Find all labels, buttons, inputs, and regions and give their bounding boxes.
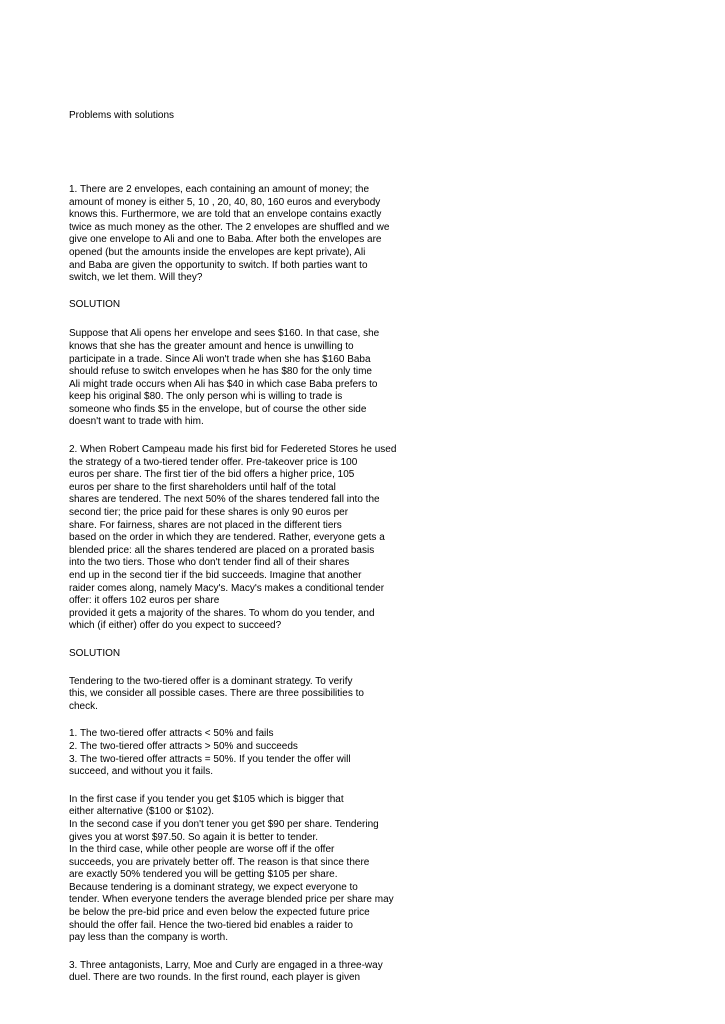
text-line: knows this. Furthermore, we are told that an envelope contains exactly bbox=[69, 209, 382, 221]
text-line: In the second case if you don't tener you get $90 per share. Tendering bbox=[69, 818, 379, 830]
text-line: euros per share. The first tier of the bid offers a higher price, 105 bbox=[69, 469, 355, 481]
paragraph bbox=[69, 728, 709, 778]
text-line: gives you at worst $97.50. So again it is better to tender. bbox=[69, 831, 319, 843]
text-line: 1. The two-tiered offer attracts < 50% and fails bbox=[69, 728, 274, 740]
text-line: In the first case if you tender you get $105 which is bigger that bbox=[69, 793, 344, 805]
text-line: offer: it offers 102 euros per share bbox=[69, 595, 220, 607]
paragraph bbox=[69, 184, 709, 285]
text-line: should refuse to switch envelopes when he has $80 for the only time bbox=[69, 366, 372, 378]
paragraph bbox=[69, 794, 709, 945]
text-line: participate in a trade. Since Ali won't trade when she has $160 Baba bbox=[69, 353, 371, 365]
paragraph bbox=[69, 648, 709, 661]
text-line: SOLUTION bbox=[69, 298, 121, 310]
text-line: give one envelope to Ali and one to Baba. After both the envelopes are bbox=[69, 234, 382, 246]
text-line: this, we consider all possible cases. There are three possibilities to bbox=[69, 688, 364, 700]
text-line: into the two tiers. Those who don't tender find all of their shares bbox=[69, 557, 350, 569]
text-line: keep his original $80. The only person whi is willing to trade is bbox=[69, 391, 343, 403]
text-line: provided it gets a majority of the shares. To whom do you tender, and bbox=[69, 607, 375, 619]
document-body bbox=[69, 184, 709, 985]
text-line: shares are tendered. The next 50% of the shares tendered fall into the bbox=[69, 494, 380, 506]
text-line: pay less than the company is worth. bbox=[69, 932, 228, 944]
paragraph bbox=[69, 960, 709, 985]
text-line: based on the order in which they are tendered. Rather, everyone gets a bbox=[69, 532, 385, 544]
text-line: the strategy of a two-tiered tender offer. Pre-takeover price is 100 bbox=[69, 456, 358, 468]
text-line: 1. There are 2 envelopes, each containing an amount of money; the bbox=[69, 183, 370, 195]
text-line: Tendering to the two-tiered offer is a dominant strategy. To verify bbox=[69, 675, 353, 687]
text-line: twice as much money as the other. The 2 envelopes are shuffled and we bbox=[69, 221, 390, 233]
text-line: blended price: all the shares tendered are placed on a prorated basis bbox=[69, 544, 375, 556]
text-line: 2. When Robert Campeau made his first bid for Federeted Stores he used bbox=[69, 444, 397, 456]
text-line: tender. When everyone tenders the average blended price per share may bbox=[69, 894, 394, 906]
paragraph bbox=[69, 328, 709, 429]
document-text bbox=[69, 85, 709, 1010]
text-line: switch, we let them. Will they? bbox=[69, 272, 203, 284]
text-line: second tier; the price paid for these shares is only 90 euros per bbox=[69, 507, 349, 519]
paragraph bbox=[69, 676, 709, 714]
text-line: are exactly 50% tendered you will be getting $105 per share. bbox=[69, 869, 338, 881]
paragraph bbox=[69, 444, 709, 633]
text-line: doesn't want to trade with him. bbox=[69, 416, 204, 428]
text-line: check. bbox=[69, 700, 98, 712]
text-line: Because tendering is a dominant strategy, we expect everyone to bbox=[69, 881, 358, 893]
paragraph bbox=[69, 299, 709, 312]
text-line: 3. Three antagonists, Larry, Moe and Curly are engaged in a three-way bbox=[69, 959, 383, 971]
text-line: Suppose that Ali opens her envelope and sees $160. In that case, she bbox=[69, 328, 380, 340]
document-title: Problems with solutions bbox=[69, 110, 175, 122]
text-line: In the third case, while other people are worse off if the offer bbox=[69, 844, 335, 856]
text-line: euros per share to the first shareholders until half of the total bbox=[69, 481, 336, 493]
text-line: someone who finds $5 in the envelope, but of course the other side bbox=[69, 403, 367, 415]
text-line: succeed, and without you it fails. bbox=[69, 766, 213, 778]
text-line: duel. There are two rounds. In the first round, each player is given bbox=[69, 972, 361, 984]
text-line: amount of money is either 5, 10 , 20, 40, 80, 160 euros and everybody bbox=[69, 196, 381, 208]
text-line: which (if either) offer do you expect to succeed? bbox=[69, 620, 282, 632]
text-line: 3. The two-tiered offer attracts = 50%. If you tender the offer will bbox=[69, 753, 351, 765]
text-line: either alternative ($100 or $102). bbox=[69, 806, 215, 818]
text-line: should the offer fail. Hence the two-tiered bid enables a raider to bbox=[69, 919, 353, 931]
text-line: share. For fairness, shares are not placed in the different tiers bbox=[69, 519, 342, 531]
text-line: end up in the second tier if the bid succeeds. Imagine that another bbox=[69, 570, 362, 581]
text-line: be below the pre-bid price and even below the expected future price bbox=[69, 907, 370, 919]
text-line: SOLUTION bbox=[69, 647, 121, 659]
text-line: and Baba are given the opportunity to switch. If both parties want to bbox=[69, 259, 368, 271]
text-line: opened (but the amounts inside the envelopes are kept private), Ali bbox=[69, 246, 366, 258]
text-line: knows that she has the greater amount and hence is unwilling to bbox=[69, 340, 354, 352]
text-line: 2. The two-tiered offer attracts > 50% and succeeds bbox=[69, 740, 298, 752]
text-line: succeeds, you are privately better off. The reason is that since there bbox=[69, 856, 370, 868]
text-line: Ali might trade occurs when Ali has $40 in which case Baba prefers to bbox=[69, 378, 378, 390]
text-line: raider comes along, namely Macy's. Macy's makes a conditional tender bbox=[69, 582, 385, 594]
